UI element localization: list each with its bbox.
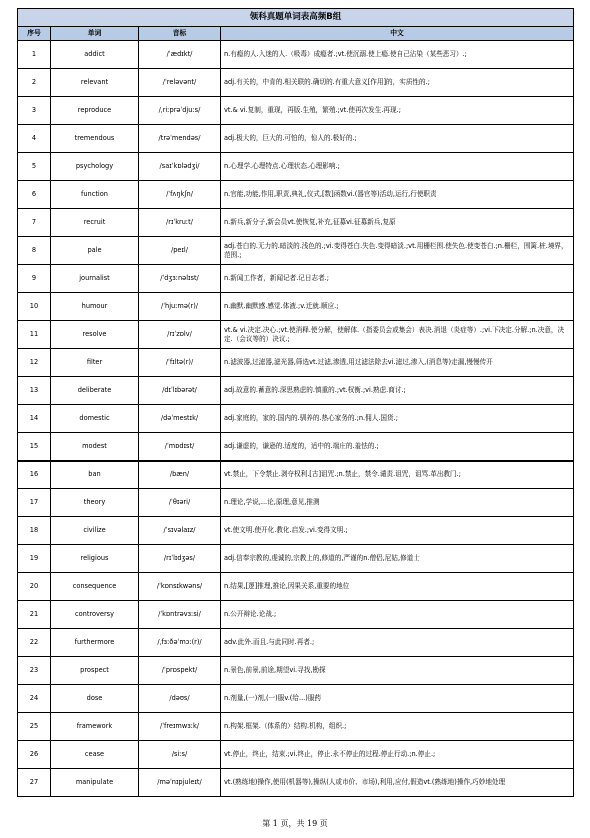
table-body <box>18 41 574 797</box>
word-cell: consequence <box>51 573 139 601</box>
phonetic-cell: /ˈfreɪmwɜːk/ <box>139 713 221 741</box>
phonetic-cell: /siːs/ <box>139 741 221 769</box>
table-row <box>18 153 574 181</box>
word-cell: relevant <box>51 69 139 97</box>
header-cn: 中文 <box>221 27 574 41</box>
meaning-cell: adj.极大的，巨大的.可怕的，惊人的.极好的.; <box>221 125 574 153</box>
word-cell: furthermore <box>51 629 139 657</box>
table-row <box>18 237 574 265</box>
table-row <box>18 489 574 517</box>
table-row <box>18 741 574 769</box>
meaning-cell: n.新闻工作者，新闻记者.记日志者.; <box>221 265 574 293</box>
meaning-cell: n.官能,功能,作用,职责,典礼,仪式,[数]函数vi.(器官等)活动,运行,行使职责 <box>221 181 574 209</box>
phonetic-cell: /ˈsɪvəlaɪz/ <box>139 517 221 545</box>
meaning-cell: vt.(熟练地)操作,使用(机器等),操纵(人或市价、市场),利用,应付,假造vt.(熟练地)操作,巧妙地处理 <box>221 769 574 797</box>
row-number: 11 <box>18 321 51 349</box>
meaning-cell: n.滤波器,过滤器,滤光器,筛选vt.过滤,渗透,用过滤法除去vi.滤过,渗入,(消息等)走漏,慢慢传开 <box>221 349 574 377</box>
word-cell: journalist <box>51 265 139 293</box>
row-number: 15 <box>18 433 51 461</box>
phonetic-cell: /ˈprɒspekt/ <box>139 657 221 685</box>
phonetic-cell: /ˌriːprəˈdjuːs/ <box>139 97 221 125</box>
row-number: 6 <box>18 181 51 209</box>
phonetic-cell: /ˈædɪkt/ <box>139 41 221 69</box>
phonetic-cell: /bæn/ <box>139 461 221 489</box>
meaning-cell: n.构架.框架.（体系的）结构.机构，组织.; <box>221 713 574 741</box>
table-row <box>18 69 574 97</box>
word-cell: framework <box>51 713 139 741</box>
word-cell: cease <box>51 741 139 769</box>
table-row <box>18 293 574 321</box>
header-ipa: 音标 <box>139 27 221 41</box>
row-number: 9 <box>18 265 51 293</box>
meaning-cell: adj.信奉宗教的,虔诚的,宗教上的,修道的,严谨的n.僧侣,尼姑,修道士 <box>221 545 574 573</box>
meaning-cell: adj.故意的.蓄意的.深思熟虑的.慎重的.;vt.权衡.;vi.熟虑.商讨.; <box>221 377 574 405</box>
row-number: 25 <box>18 713 51 741</box>
row-number: 10 <box>18 293 51 321</box>
word-cell: reproduce <box>51 97 139 125</box>
phonetic-cell: /ˈfɪltə(r)/ <box>139 349 221 377</box>
table-row <box>18 209 574 237</box>
table-row <box>18 41 574 69</box>
row-number: 2 <box>18 69 51 97</box>
row-number: 16 <box>18 461 51 489</box>
table-row <box>18 713 574 741</box>
row-number: 27 <box>18 769 51 797</box>
table-title: 领科真题单词表高频B组 <box>18 9 574 27</box>
phonetic-cell: /peɪl/ <box>139 237 221 265</box>
word-cell: recruit <box>51 209 139 237</box>
phonetic-cell: /ˌfɜːðəˈmɔː(r)/ <box>139 629 221 657</box>
header-no: 序号 <box>18 27 51 41</box>
meaning-cell: n.景色,前景,前途,期望vi.寻找,勘探 <box>221 657 574 685</box>
phonetic-cell: /rɪˈkruːt/ <box>139 209 221 237</box>
phonetic-cell: /ˈθɪəri/ <box>139 489 221 517</box>
word-cell: ban <box>51 461 139 489</box>
meaning-cell: n.幽默.幽默感.感觉.体液.;v.迁就.顺应.; <box>221 293 574 321</box>
phonetic-cell: /saɪˈkɒlədʒi/ <box>139 153 221 181</box>
row-number: 12 <box>18 349 51 377</box>
phonetic-cell: /ˈreləvənt/ <box>139 69 221 97</box>
word-cell: controversy <box>51 601 139 629</box>
meaning-cell: n.新兵,新分子,新会员vt.使恢复,补充,征募vi.征募新兵,复原 <box>221 209 574 237</box>
meaning-cell: adj.谦虚的，谦逊的.适度的，适中的.端庄的.羞怯的.; <box>221 433 574 461</box>
header-word: 单词 <box>51 27 139 41</box>
meaning-cell: vt.& vi.决定.决心.;vt.使消释.使分解，使解体.（指委员会或集会）表决.消退（炎症等）.;vi.下决定.分解.;n.决意，决定.（会议等的）决议.; <box>221 321 574 349</box>
meaning-cell: adv.此外.而且.与此同时.再者.; <box>221 629 574 657</box>
word-cell: function <box>51 181 139 209</box>
table-row <box>18 181 574 209</box>
table-row <box>18 545 574 573</box>
word-cell: civilize <box>51 517 139 545</box>
table-row <box>18 265 574 293</box>
word-cell: prospect <box>51 657 139 685</box>
phonetic-cell: /dəˈmestɪk/ <box>139 405 221 433</box>
phonetic-cell: /dɪˈlɪbərət/ <box>139 377 221 405</box>
row-number: 14 <box>18 405 51 433</box>
word-cell: humour <box>51 293 139 321</box>
word-cell: resolve <box>51 321 139 349</box>
word-cell: domestic <box>51 405 139 433</box>
meaning-cell: n.公开辩论.论战.; <box>221 601 574 629</box>
phonetic-cell: /ˈmɒdɪst/ <box>139 433 221 461</box>
row-number: 1 <box>18 41 51 69</box>
word-cell: religious <box>51 545 139 573</box>
meaning-cell: n.有瘾的人.入迷的人.（吸毒）成瘾者.;vt.使沉溺.使上瘾.使自己沾染（某些恶习）.; <box>221 41 574 69</box>
table-row <box>18 461 574 489</box>
word-cell: psychology <box>51 153 139 181</box>
meaning-cell: n.结果,[逻]推理,推论,因果关系,重要的地位 <box>221 573 574 601</box>
phonetic-cell: /trəˈmendəs/ <box>139 125 221 153</box>
meaning-cell: vt.禁止，下令禁止.剥夺权利.[古]诅咒.;n.禁止，禁令.谴责.诅咒，诅骂.革出教门.; <box>221 461 574 489</box>
table-row <box>18 657 574 685</box>
row-number: 4 <box>18 125 51 153</box>
vocabulary-sheet <box>17 8 573 797</box>
row-number: 20 <box>18 573 51 601</box>
vocabulary-table <box>17 8 574 797</box>
table-row <box>18 433 574 461</box>
table-row <box>18 125 574 153</box>
word-cell: filter <box>51 349 139 377</box>
word-cell: addict <box>51 41 139 69</box>
table-row <box>18 97 574 125</box>
word-cell: modest <box>51 433 139 461</box>
row-number: 5 <box>18 153 51 181</box>
meaning-cell: n.理论,学说,...论,原理,意见,推测 <box>221 489 574 517</box>
row-number: 26 <box>18 741 51 769</box>
phonetic-cell: /ˈkɒnsɪkwəns/ <box>139 573 221 601</box>
row-number: 21 <box>18 601 51 629</box>
table-row <box>18 349 574 377</box>
meaning-cell: n.剂量,(一)剂,(一)服v.(给...)服药 <box>221 685 574 713</box>
table-row <box>18 601 574 629</box>
table-row <box>18 573 574 601</box>
table-row <box>18 629 574 657</box>
meaning-cell: adj.苍白的.无力的.暗淡的.浅色的.;vi.变得苍白.失色.变得暗淡.;vt.用栅栏围.使失色.使变苍白.;n.栅栏，围篱.桩.境界，范围.; <box>221 237 574 265</box>
table-row <box>18 685 574 713</box>
word-cell: dose <box>51 685 139 713</box>
phonetic-cell: /dəʊs/ <box>139 685 221 713</box>
phonetic-cell: /ˈhjuːmə(r)/ <box>139 293 221 321</box>
word-cell: theory <box>51 489 139 517</box>
phonetic-cell: /ˈdʒɜːnəlɪst/ <box>139 265 221 293</box>
meaning-cell: vt.& vi.复制，重现，再版.生殖，繁殖.;vt.使再次发生.再现.; <box>221 97 574 125</box>
phonetic-cell: /ˈkɒntrəvɜːsi/ <box>139 601 221 629</box>
row-number: 19 <box>18 545 51 573</box>
row-number: 3 <box>18 97 51 125</box>
phonetic-cell: /rɪˈlɪdʒəs/ <box>139 545 221 573</box>
table-row <box>18 769 574 797</box>
meaning-cell: n.心理学.心理特点.心理状态.心理影响.; <box>221 153 574 181</box>
row-number: 23 <box>18 657 51 685</box>
word-cell: pale <box>51 237 139 265</box>
row-number: 24 <box>18 685 51 713</box>
meaning-cell: adj.有关的，中肯的.相关联的.确切的.有重大意义[作用]的，实质性的.; <box>221 69 574 97</box>
meaning-cell: vt.停止，终止，结束.;vi.终止，停止.永不停止的过程.停止行动.;n.停止.; <box>221 741 574 769</box>
row-number: 18 <box>18 517 51 545</box>
meaning-cell: adj.家庭的，家的.国内的.驯养的.热心家务的.;n.佣人.国货.; <box>221 405 574 433</box>
row-number: 13 <box>18 377 51 405</box>
table-row <box>18 377 574 405</box>
row-number: 22 <box>18 629 51 657</box>
phonetic-cell: /rɪˈzɒlv/ <box>139 321 221 349</box>
row-number: 7 <box>18 209 51 237</box>
phonetic-cell: /məˈnɪpjuleɪt/ <box>139 769 221 797</box>
phonetic-cell: /ˈfʌŋkʃn/ <box>139 181 221 209</box>
table-row <box>18 517 574 545</box>
meaning-cell: vt.使文明.使开化.教化.启发.;vi.变得文明.; <box>221 517 574 545</box>
table-row <box>18 405 574 433</box>
table-row <box>18 321 574 349</box>
row-number: 17 <box>18 489 51 517</box>
word-cell: deliberate <box>51 377 139 405</box>
word-cell: manipulate <box>51 769 139 797</box>
page-footer: 第 1 页，共 19 页 <box>262 819 328 828</box>
word-cell: tremendous <box>51 125 139 153</box>
row-number: 8 <box>18 237 51 265</box>
